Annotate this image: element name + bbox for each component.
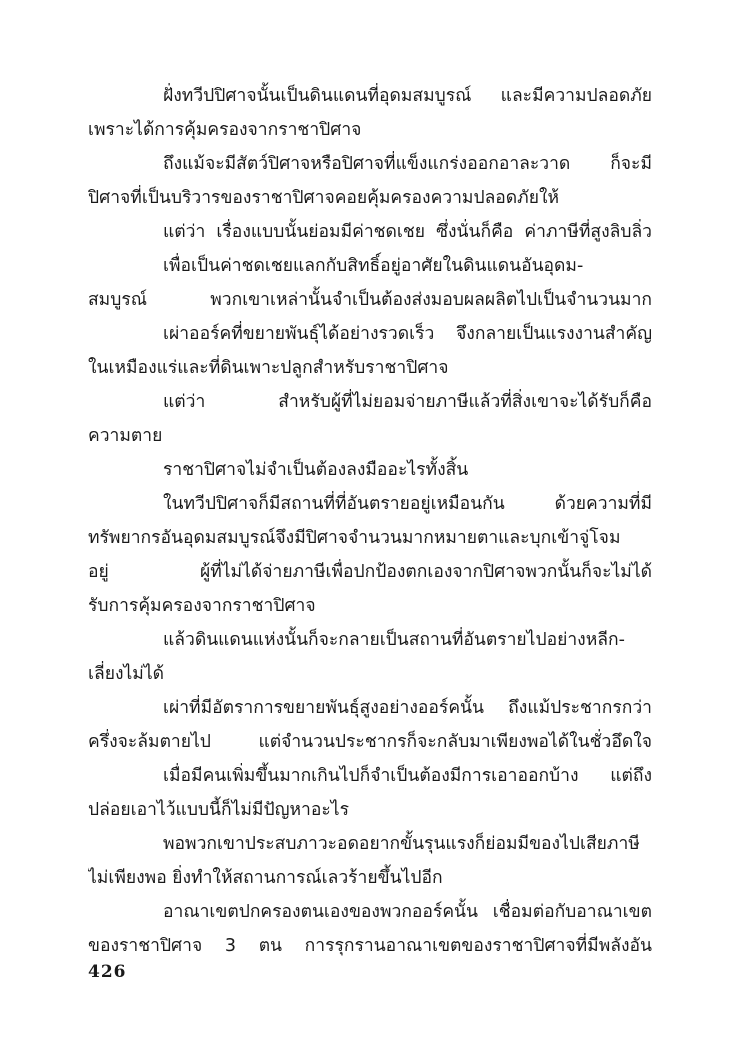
text-line: แล้วดินแดนแห่งนั้นก็จะกลายเป็นสถานที่อันตรายไปอย่างหลีก-	[163, 630, 625, 650]
text-line: ราชาปิศาจไม่จำเป็นต้องลงมืออะไรทั้งสิ้น	[163, 460, 469, 480]
text-line: ปล่อยเอาไว้แบบนี้ก็ไม่มีปัญหาอะไร	[88, 800, 349, 820]
text-line: ปิศาจที่เป็นบริวารของราชาปิศาจคอยคุ้มครองความปลอดภัยให้	[88, 188, 560, 208]
text-line: ความตาย	[88, 426, 163, 446]
text-line: เพราะได้การคุ้มครองจากราชาปิศาจ	[88, 120, 362, 140]
text-line: ในเหมืองแร่และที่ดินเพาะปลูกสำหรับราชาปิศาจ	[88, 358, 449, 378]
text-line: ฝั่งทวีปปิศาจนั้นเป็นดินแดนที่อุดมสมบูรณ์ และมีความปลอดภัย	[163, 86, 652, 106]
text-line: ทรัพยากรอันอุดมสมบูรณ์จึงมีปิศาจจำนวนมากหมายตาและบุกเข้าจู่โจม	[88, 528, 621, 548]
text-line: ถึงแม้จะมีสัตว์ปิศาจหรือปิศาจที่แข็งแกร่งออกอาละวาด ก็จะมี	[163, 154, 652, 174]
text-line: แต่ว่า สำหรับผู้ที่ไม่ยอมจ่ายภาษีแล้วที่สิ่งเขาจะได้รับก็คือ	[163, 392, 652, 412]
text-line: ไม่เพียงพอ ยิ่งทำให้สถานการณ์เลวร้ายขึ้นไปอีก	[88, 868, 443, 888]
page-number: 426	[88, 962, 127, 982]
text-line: อยู่ ผู้ที่ไม่ได้จ่ายภาษีเพื่อปกป้องตกเองจากปิศาจพวกนั้นก็จะไม่ได้	[88, 562, 652, 582]
text-line: แต่ว่า เรื่องแบบนั้นย่อมมีค่าชดเชย ซึ่งนั่นก็คือ ค่าภาษีที่สูงลิบลิ่ว	[163, 222, 652, 242]
text-line: เผ่าที่มีอัตราการขยายพันธุ์สูงอย่างออร์คนั้น ถึงแม้ประชากรกว่า	[163, 698, 652, 718]
text-line: สมบูรณ์ พวกเขาเหล่านั้นจำเป็นต้องส่งมอบผลผลิตไปเป็นจำนวนมาก	[88, 290, 652, 310]
text-line: เผ่าออร์คที่ขยายพันธุ์ได้อย่างรวดเร็ว จึงกลายเป็นแรงงานสำคัญ	[163, 324, 652, 344]
text-line: เมื่อมีคนเพิ่มขึ้นมากเกินไปก็จำเป็นต้องมีการเอาออกบ้าง แต่ถึง	[163, 766, 652, 786]
text-line: อาณาเขตปกครองตนเองของพวกออร์คนั้น เชื่อมต่อกับอาณาเขต	[163, 902, 652, 922]
text-line: ของราชาปิศาจ 3 ตน การรุกรานอาณาเขตของราชาปิศาจที่มีพลังอัน	[88, 936, 652, 956]
text-line: รับการคุ้มครองจากราชาปิศาจ	[88, 596, 316, 616]
text-line: เพื่อเป็นค่าชดเชยแลกกับสิทธิ์อยู่อาศัยในดินแดนอันอุดม-	[163, 256, 584, 276]
text-line: ในทวีปปิศาจก็มีสถานที่ที่อันตรายอยู่เหมือนกัน ด้วยความที่มี	[163, 494, 652, 514]
text-line: พอพวกเขาประสบภาวะอดอยากขั้นรุนแรงก็ย่อมมีของไปเสียภาษี	[163, 834, 640, 854]
text-line: เลี่ยงไม่ได้	[88, 664, 165, 684]
text-line: ครึ่งจะล้มตายไป แต่จำนวนประชากรก็จะกลับมาเพียงพอได้ในชั่วอึดใจ	[88, 732, 652, 752]
